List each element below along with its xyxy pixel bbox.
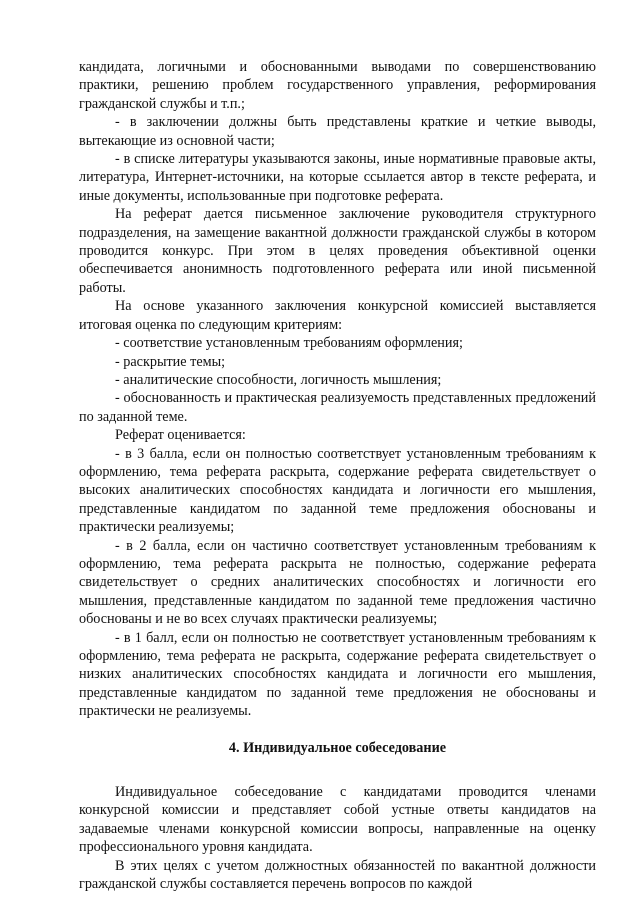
paragraph: Индивидуальное собеседование с кандидатами проводится членами конкурсной комиссии и представляет собой устные ответы кандидатов на задаваемые членами конкурсной комиссии вопросы, направленные на оценку профессионального уровня кандидата.: [79, 784, 596, 856]
paragraph: - соответствие установленным требованиям оформления;: [115, 335, 463, 352]
paragraph: - в списке литературы указываются законы, иные нормативные правовые акты, литература, Интернет-источники, на которые ссылается автор в тексте реферата, и иные документы, использованные при подготовке реферата.: [79, 151, 596, 204]
paragraph: - в 1 балл, если он полностью не соответствует установленным требованиям к оформлению, тема реферата не раскрыта, содержание реферата свидетельствует о низких аналитических способностях кандидата и логичности его мышления, представленные кандидатом по заданной теме предложения не обоснованы и практически не реализуемы.: [79, 629, 596, 720]
body-text-bottom: [79, 783, 596, 893]
paragraph: На основе указанного заключения конкурсной комиссией выставляется итоговая оценка по следующим критериям:: [79, 298, 596, 333]
paragraph: - аналитические способности, логичность мышления;: [115, 371, 442, 388]
paragraph: Реферат оценивается:: [115, 427, 246, 444]
section-heading: 4. Индивидуальное собеседование: [228, 739, 447, 756]
paragraph: - в 3 балла, если он полностью соответствует установленным требованиям к оформлению, тема реферата раскрыта, содержание реферата свидетельствует о высоких аналитических способностях кандидата и логичности его мышления, представленные кандидатом по заданной теме предложения обоснованы и практически реализуемы;: [79, 445, 596, 536]
paragraph: - обоснованность и практическая реализуемость представленных предложений по заданной теме.: [79, 390, 596, 425]
paragraph: - раскрытие темы;: [115, 353, 226, 370]
body-text-top: [79, 58, 596, 721]
paragraph: - в заключении должны быть представлены краткие и четкие выводы, вытекающие из основной части;: [79, 114, 596, 149]
paragraph: - в 2 балла, если он частично соответствует установленным требованиям к оформлению, тема реферата раскрыта не полностью, содержание реферата свидетельствует о средних аналитических способностях и логичности его мышления, представленные кандидатом по заданной теме предложения частично обоснованы и не во всех случаях практически реализуемы;: [79, 537, 596, 628]
paragraph: кандидата, логичными и обоснованными выводами по совершенствованию практики, решению проблем государственного управления, реформирования гражданской службы и т.п.;: [79, 59, 596, 112]
paragraph: На реферат дается письменное заключение руководителя структурного подразделения, на замещение вакантной должности гражданской службы в котором проводится конкурс. При этом в целях проведения объективной оценки обеспечивается анонимность подготовленного реферата или иной письменной работы.: [79, 206, 596, 296]
paragraph: В этих целях с учетом должностных обязанностей по вакантной должности гражданской службы составляется перечень вопросов по каждой: [79, 857, 596, 893]
